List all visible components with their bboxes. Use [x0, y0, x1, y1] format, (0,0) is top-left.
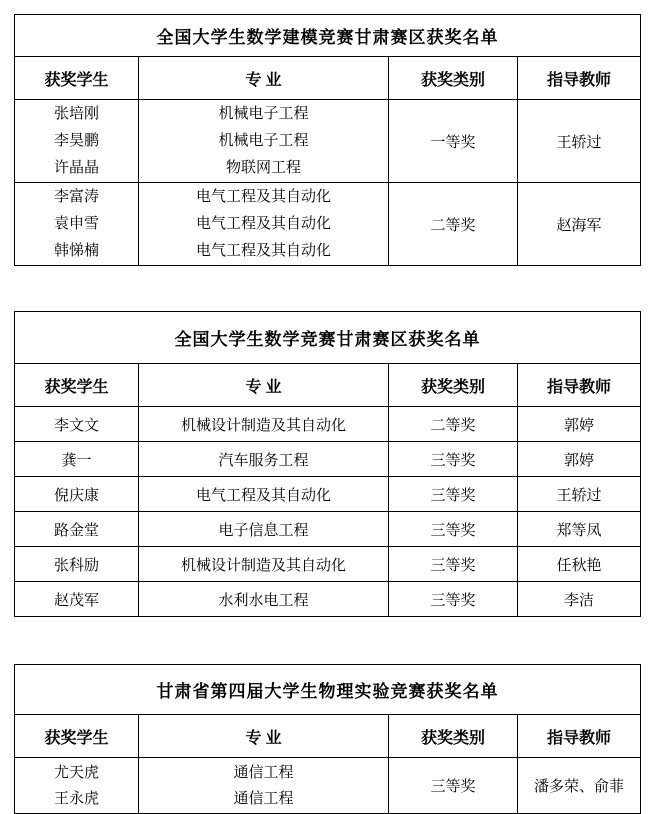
major-name: 机械电子工程	[218, 105, 309, 122]
col-header-major: 专 业	[139, 715, 389, 758]
major-name: 电气工程及其自动化	[195, 242, 331, 259]
student-names-cell	[15, 100, 139, 183]
major-name-cell: 机械设计制造及其自动化	[139, 547, 389, 582]
col-header-student: 获奖学生	[15, 364, 139, 407]
student-name: 李昊鹏	[53, 132, 99, 149]
student-name-cell: 倪庆康	[15, 477, 139, 512]
major-name: 电气工程及其自动化	[195, 188, 331, 205]
teacher-name-cell: 任秋艳	[518, 547, 641, 582]
teacher-name-cell: 郭婷	[518, 407, 641, 442]
col-header-student: 获奖学生	[15, 715, 139, 758]
major-name-cell: 水利水电工程	[139, 582, 389, 617]
student-name: 张培刚	[53, 105, 99, 122]
table-row	[15, 582, 641, 617]
table-row	[15, 100, 641, 183]
award-type-cell: 三等奖	[389, 477, 518, 512]
col-header-teacher: 指导教师	[518, 57, 641, 100]
table-row	[15, 512, 641, 547]
award-type-cell: 三等奖	[389, 582, 518, 617]
table-row	[15, 407, 641, 442]
student-name-cell: 赵茂军	[15, 582, 139, 617]
col-header-teacher: 指导教师	[518, 715, 641, 758]
award-table-physics-experiment	[14, 664, 641, 814]
award-type-cell: 三等奖	[389, 442, 518, 477]
student-name: 韩悌楠	[53, 242, 99, 259]
header-row	[15, 715, 641, 758]
award-type-cell: 三等奖	[389, 512, 518, 547]
major-name-cell: 汽车服务工程	[139, 442, 389, 477]
col-header-teacher: 指导教师	[518, 364, 641, 407]
table-row	[15, 758, 641, 814]
major-name: 通信工程	[233, 790, 294, 807]
teacher-name-cell: 王轿过	[518, 100, 641, 183]
col-header-award: 获奖类别	[389, 57, 518, 100]
col-header-student: 获奖学生	[15, 57, 139, 100]
student-name: 尤天虎	[53, 764, 99, 781]
award-type-cell: 二等奖	[389, 407, 518, 442]
teacher-name-cell: 王轿过	[518, 477, 641, 512]
major-name-cell: 电子信息工程	[139, 512, 389, 547]
award-type-cell: 三等奖	[389, 547, 518, 582]
teacher-name-cell: 郑等凤	[518, 512, 641, 547]
student-name: 王永虎	[53, 790, 99, 807]
award-type-cell: 三等奖	[389, 758, 518, 814]
major-name-cell: 电气工程及其自动化	[139, 477, 389, 512]
major-names-cell	[139, 758, 389, 814]
student-name: 李富涛	[53, 188, 99, 205]
table-title: 甘肃省第四届大学生物理实验竞赛获奖名单	[15, 665, 641, 715]
table-row	[15, 183, 641, 266]
col-header-award: 获奖类别	[389, 715, 518, 758]
award-type-cell: 一等奖	[389, 100, 518, 183]
major-name-cell: 机械设计制造及其自动化	[139, 407, 389, 442]
major-name: 机械电子工程	[218, 132, 309, 149]
teacher-name-cell: 潘多荣、俞菲	[518, 758, 641, 814]
student-name: 许晶晶	[53, 159, 99, 176]
table-title: 全国大学生数学建模竞赛甘肃赛区获奖名单	[15, 15, 641, 57]
major-name: 物联网工程	[225, 159, 301, 176]
teacher-name-cell: 郭婷	[518, 442, 641, 477]
award-table-math-modeling	[14, 14, 641, 266]
student-name-cell: 张科励	[15, 547, 139, 582]
table-row	[15, 547, 641, 582]
student-name-cell: 李文文	[15, 407, 139, 442]
award-table-math-competition	[14, 311, 641, 617]
header-row	[15, 57, 641, 100]
student-names-cell	[15, 183, 139, 266]
table-title: 全国大学生数学竞赛甘肃赛区获奖名单	[15, 312, 641, 364]
col-header-major: 专 业	[139, 57, 389, 100]
table-row	[15, 442, 641, 477]
student-names-cell	[15, 758, 139, 814]
award-type-cell: 二等奖	[389, 183, 518, 266]
table-row	[15, 477, 641, 512]
major-names-cell	[139, 100, 389, 183]
major-names-cell	[139, 183, 389, 266]
major-name: 电气工程及其自动化	[195, 215, 331, 232]
col-header-major: 专 业	[139, 364, 389, 407]
header-row	[15, 364, 641, 407]
doc-page	[0, 14, 650, 813]
student-name-cell: 龚一	[15, 442, 139, 477]
teacher-name-cell: 赵海军	[518, 183, 641, 266]
student-name-cell: 路金堂	[15, 512, 139, 547]
col-header-award: 获奖类别	[389, 364, 518, 407]
major-name: 通信工程	[233, 764, 294, 781]
teacher-name-cell: 李洁	[518, 582, 641, 617]
student-name: 袁申雪	[53, 215, 99, 232]
